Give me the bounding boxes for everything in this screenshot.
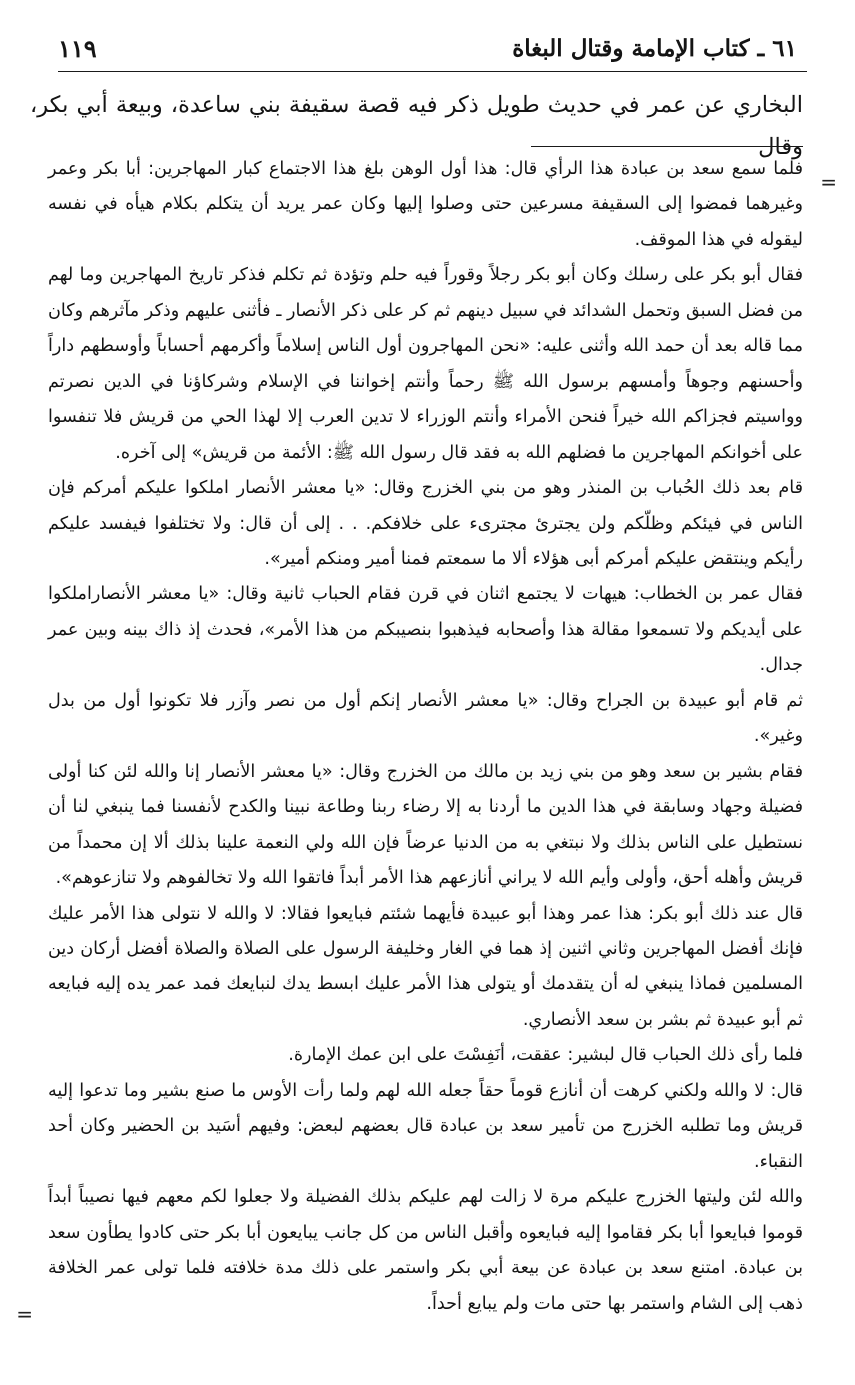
paragraph: قال عند ذلك أبو بكر: هذا عمر وهذا أبو عبيدة فأيهما شئتم فبايعوا فقالا: لا والله لا نتولى هذا الأمر عليك فإنك أفضل المهاجرين وثاني اثنين إذ هما في الغار وخليفة الرسول على الصلاة والصلاة أفضل أركان دين المسلمين فماذا ينبغي له أن يتقدمك أو يتولى هذا الأمر عليك ابسط يدك لنبايعك فمد عمر يده إليه فبايعه ثم أبو عبيدة ثم بشر بن سعد الأنصاري. [48, 903, 803, 1030]
footnote-separator-rule [531, 146, 803, 147]
page-header [58, 28, 797, 68]
paragraph: فلما سمع سعد بن عبادة هذا الرأي قال: هذا أول الوهن بلغ هذا الاجتماع كبار المهاجرين: أبا بكر وعمر وغيرهما فمضوا إلى السقيفة مسرعين حتى وصلوا إليها وكان عمر يريد أن يتكلم بكلام هيأه في نفسه ليقوله في هذا الموقف. [48, 159, 803, 250]
header-rule [58, 71, 807, 72]
paragraph: فقال عمر بن الخطاب: هيهات لا يجتمع اثنان في قرن فقام الحباب ثانية وقال: «يا معشر الأنصاراملكوا على أيديكم ولا تسمعوا مقالة هذا وأصحابه فيذهبوا بنصيبكم من هذا الأمر»، فحدث إذ ذاك بينه وبين عمر جدال. [48, 584, 803, 676]
footnote-body [48, 152, 803, 1322]
paragraph: قام بعد ذلك الحُباب بن المنذر وهو من بني الخزرج وقال: «يا معشر الأنصار املكوا عليكم أمركم فإن الناس في فيئكم وظلّكم ولن يجترئ مجترىء على خلافكم. . . إلى أن قال: ولا تختلفوا فيفسد عليكم رأيكم وينتقض عليكم أمركم أبى هؤلاء ألا ما سمعتم فمنا أمير ومنكم أمير». [48, 478, 803, 569]
running-head: ٦١ ـ كتاب الإمامة وقتال البغاة [512, 34, 797, 62]
paragraph: فقام بشير بن سعد وهو من بني زيد بن مالك من الخزرج وقال: «يا معشر الأنصار إنا والله لئن كنا أولى فضيلة وجهاد وسابقة في هذا الدين ما أردنا به إلا رضاء ربنا وطاعة نبينا والكدح لأنفسنا فما ينبغي لنا أن نستطيل على الناس بذلك ولا نبتغي به من الدنيا عرضاً فإن الله ولي النعمة علينا بذلك ألا إن محمداً من قريش وأهله أحق، وأولى وأيم الله لا يراني أنازعهم هذا الأمر أبداً فاتقوا الله ولا تخالفوهم ولا تنازعوهم». [48, 761, 803, 889]
paragraph: والله لئن وليتها الخزرج عليكم مرة لا زالت لهم عليكم بذلك الفضيلة ولا جعلوا لكم معهم فيها نصيباً أبداً قوموا فبايعوا أبا بكر فقاموا إليه فبايعوه وأقبل الناس من كل جانب يبايعون أبا بكر حتى كادوا يطأون سعد بن عبادة. امتنع سعد بن عبادة عن بيعة أبي بكر واستمر على ذلك مدة خلافته فلما تولى عمر الخلافة ذهب إلى الشام واستمر بها حتى مات ولم يبايع أحداً. [48, 1187, 803, 1314]
paragraph: ثم قام أبو عبيدة بن الجراح وقال: «يا معشر الأنصار إنكم أول من نصر وآزر فلا تكونوا أول من بدل وغير». [48, 690, 803, 747]
paragraph: فلما رأى ذلك الحباب قال لبشير: عققت، أنَفِسْتَ على ابن عمك الإمارة. [288, 1045, 803, 1066]
continued-footnote-line: البخاري عن عمر في حديث طويل ذكر فيه قصة سقيفة بني ساعدة، وبيعة أبي بكر، وقال [30, 92, 803, 160]
page-number: ١١٩ [58, 33, 97, 63]
margin-mark-top: = [820, 170, 837, 194]
margin-mark-bottom: = [16, 1302, 33, 1326]
paragraph: فقال أبو بكر على رسلك وكان أبو بكر رجلاً وقوراً فيه حلم وتؤدة ثم تكلم فذكر تاريخ المهاجرين وما لهم من فضل السبق وتحمل الشدائد في سبيل دينهم ثم كر على ذكر الأنصار ـ فأثنى عليهم وذكر مآثرهم وكان مما قاله بعد أن حمد الله وأثنى عليه: «نحن المهاجرون أول الناس إسلاماً وأكرمهم أحساباً وأوسطهم داراً وأحسنهم وجوهاً وأمسهم برسول الله ﷺ رحماً وأنتم إخواننا في الإسلام وشركاؤنا في الدين نصرتم وواسيتم فجزاكم الله خيراً فنحن الأمراء وأنتم الوزراء لا تدين العرب إلا لهذا الحي من قريش فلا تنفسوا على أخوانكم المهاجرين ما فضلهم الله به فقد قال رسول الله ﷺ: الأئمة من قريش» إلى آخره. [48, 265, 803, 463]
paragraph: قال: لا والله ولكني كرهت أن أنازع قوماً حقاً جعله الله لهم ولما رأت الأوس ما صنع بشير وما تدعوا إليه قريش وما تطلبه الخزرج من تأمير سعد بن عبادة قال بعضهم لبعض: وفيهم أسَيد بن الحضير وكان أحد النقباء. [48, 1080, 803, 1172]
